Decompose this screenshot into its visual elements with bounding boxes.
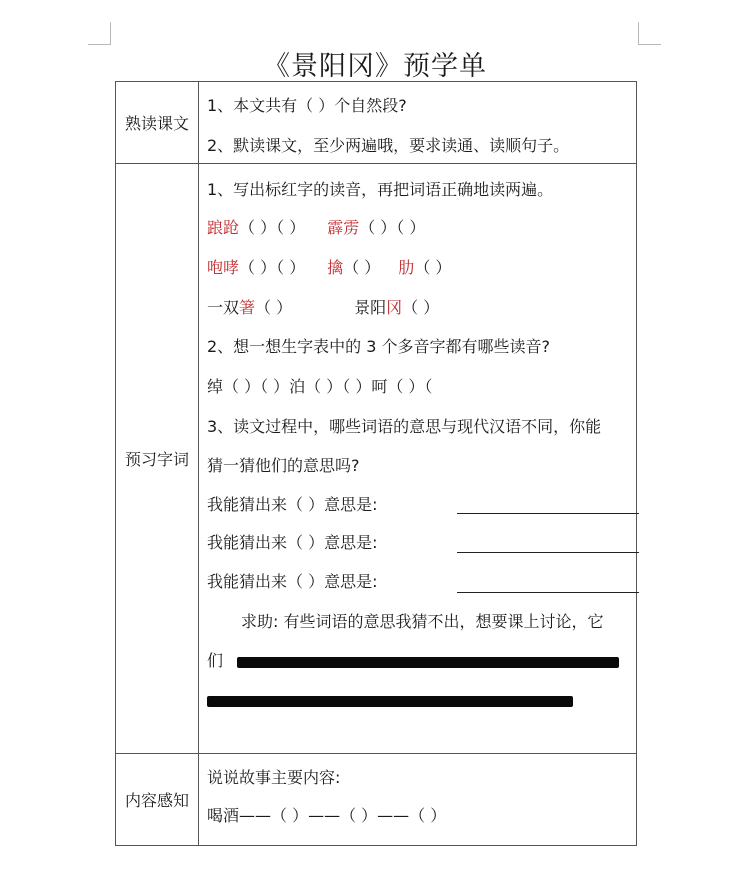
answer-underline <box>457 552 639 553</box>
summary-prompt: 说说故事主要内容: <box>207 768 341 787</box>
section-row-reading <box>116 82 637 164</box>
polyphone-blanks: 绰（ ）（ ）泊（ ）（ ）呵（ ）（ <box>207 377 433 396</box>
page-corner-mark <box>88 22 111 45</box>
pinyin-blanks: （ ）（ ） <box>239 258 306 277</box>
section-label-vocab: 预习字词 <box>116 164 199 754</box>
section-row-vocab <box>116 164 637 754</box>
section-row-content <box>116 754 637 846</box>
story-sequence-blanks: 喝酒——（ ）——（ ）——（ ） <box>207 806 447 825</box>
help-request-cont: 们 <box>207 651 224 670</box>
section-content-reading <box>199 82 637 164</box>
question-word-meaning-cont: 猜一猜他们的意思吗? <box>207 456 360 475</box>
vocab-word: 肋 <box>398 258 415 277</box>
vocab-instruction: 1、写出标红字的读音，再把词语正确地读两遍。 <box>207 180 554 199</box>
question-polyphones: 2、想一想生字表中的 3 个多音字都有哪些读音? <box>207 337 551 356</box>
help-request: 求助: 有些词语的意思我猜不出，想要课上讨论，它 <box>241 612 604 631</box>
guess-line-3: 我能猜出来（ ）意思是: <box>207 572 378 591</box>
page-corner-mark <box>638 22 661 45</box>
pinyin-blanks: （ ） <box>343 258 381 277</box>
section-label-content: 内容感知 <box>116 754 199 846</box>
vocab-word: 踉跄 <box>207 218 240 237</box>
vocab-word: 冈 <box>386 298 403 317</box>
section-content-vocab <box>199 164 637 754</box>
worksheet-table <box>115 81 637 846</box>
vocab-word-prefix: 景阳 <box>354 298 387 317</box>
guess-line-1: 我能猜出来（ ）意思是: <box>207 495 378 514</box>
page-title: 《景阳冈》预学单 <box>263 51 487 82</box>
answer-underline <box>457 592 639 593</box>
question-silent-reading: 2、默读课文，至少两遍哦，要求读通、读顺句子。 <box>207 136 570 155</box>
question-word-meaning: 3、读文过程中，哪些词语的意思与现代汉语不同，你能 <box>207 417 602 436</box>
question-paragraph-count: 1、本文共有（ ）个自然段? <box>207 96 407 115</box>
pinyin-blanks: （ ） <box>414 258 452 277</box>
redacted-handwriting <box>207 696 573 707</box>
vocab-word: 霹雳 <box>327 218 360 237</box>
vocab-word: 咆哮 <box>207 258 240 277</box>
vocab-row-3 <box>207 295 439 318</box>
vocab-row-2 <box>207 255 451 278</box>
pinyin-blanks: （ ）（ ） <box>359 218 426 237</box>
pinyin-blanks: （ ） <box>402 298 440 317</box>
vocab-word: 箸 <box>239 298 256 317</box>
answer-underline <box>457 513 639 514</box>
pinyin-blanks: （ ） <box>255 298 293 317</box>
section-label-reading: 熟读课文 <box>116 82 199 164</box>
guess-line-2: 我能猜出来（ ）意思是: <box>207 533 378 552</box>
vocab-row-1 <box>207 215 425 238</box>
redacted-handwriting <box>237 657 619 668</box>
pinyin-blanks: （ ）（ ） <box>239 218 306 237</box>
section-content-summary <box>199 754 637 846</box>
vocab-word: 擒 <box>327 258 344 277</box>
vocab-word-prefix: 一双 <box>207 298 240 317</box>
